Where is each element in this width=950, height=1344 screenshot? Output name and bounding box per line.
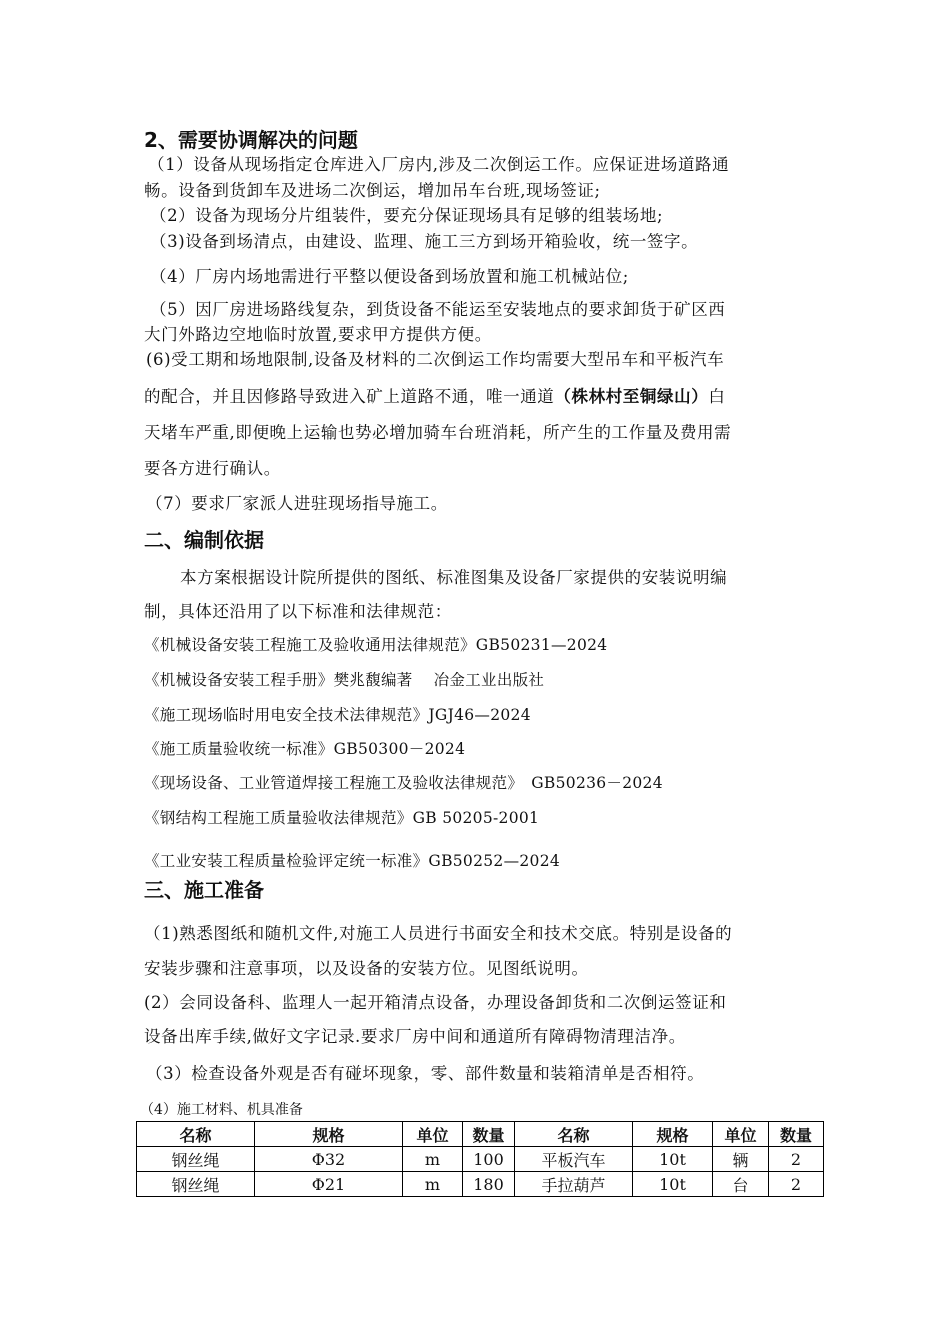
- table-cell: 台: [713, 1172, 769, 1197]
- reference-item: 《施工现场临时用电安全技术法律规范》JGJ46—2024: [144, 706, 531, 724]
- table-row: [137, 1147, 824, 1172]
- emphasis-route: （株林村至铜绿山）: [554, 387, 709, 406]
- table-cell: 手拉葫芦: [515, 1172, 633, 1197]
- table-cell: 180: [463, 1172, 515, 1197]
- table-row: [137, 1172, 824, 1197]
- table-cell: 平板汽车: [515, 1147, 633, 1172]
- reference-item: 《工业安装工程质量检验评定统一标准》GB50252—2024: [144, 852, 561, 870]
- reference-item: 《施工质量验收统一标准》GB50300－2024: [144, 740, 466, 758]
- header-cell: 数量: [463, 1122, 515, 1147]
- prep-title: 三、施工准备: [144, 878, 264, 902]
- paragraph-line: [144, 383, 725, 407]
- table-cell: 钢丝绳: [137, 1147, 255, 1172]
- header-cell: 单位: [403, 1122, 463, 1147]
- paragraph-line: （1）设备从现场指定仓库进入厂房内,涉及二次倒运工作。应保证进场道路通: [148, 155, 730, 174]
- table-cell: 2: [769, 1172, 824, 1197]
- paragraph-line: （3)设备到场清点，由建设、监理、施工三方到场开箱验收，统一签字。: [150, 232, 699, 251]
- paragraph-line: （1)熟悉图纸和随机文件,对施工人员进行书面安全和技术交底。特别是设备的: [144, 924, 733, 943]
- table-cell: 10t: [633, 1147, 713, 1172]
- paragraph-line: （3）检查设备外观是否有碰坏现象，零、部件数量和装箱清单是否相符。: [146, 1064, 705, 1083]
- table-cell: m: [403, 1172, 463, 1197]
- header-cell: 数量: [769, 1122, 824, 1147]
- header-cell: 单位: [713, 1122, 769, 1147]
- table-cell: Φ21: [255, 1172, 403, 1197]
- table-cell: 2: [769, 1147, 824, 1172]
- header-cell: 规格: [255, 1122, 403, 1147]
- reference-item: 《机械设备安装工程施工及验收通用法律规范》GB50231—2024: [144, 636, 608, 654]
- paragraph-line: （2）设备为现场分片组装件，要充分保证现场具有足够的组装场地;: [150, 206, 664, 225]
- reference-item: 《钢结构工程施工质量验收法律规范》GB 50205-2001: [144, 809, 540, 827]
- paragraph-line: 畅。设备到货卸车及进场二次倒运，增加吊车台班,现场签证;: [144, 181, 601, 200]
- paragraph-line: 天堵车严重,即便晚上运输也势必增加骑车台班消耗，所产生的工作量及费用需: [144, 423, 732, 442]
- paragraph-line: 安装步骤和注意事项，以及设备的安装方位。见图纸说明。: [144, 959, 589, 978]
- paragraph-line: 大门外路边空地临时放置,要求甲方提供方便。: [144, 325, 492, 344]
- table-cell: 100: [463, 1147, 515, 1172]
- paragraph-line: 制，具体还沿用了以下标准和法律规范：: [144, 602, 452, 621]
- paragraph-line: （4）厂房内场地需进行平整以便设备到场放置和施工机械站位;: [150, 267, 629, 286]
- reference-item: 《机械设备安装工程手册》樊兆馥编著 冶金工业出版社: [144, 671, 545, 689]
- paragraph-line: (6)受工期和场地限制,设备及材料的二次倒运工作均需要大型吊车和平板汽车: [146, 350, 725, 369]
- reference-item: 《现场设备、工业管道焊接工程施工及验收法律规范》 GB50236－2024: [144, 774, 663, 792]
- header-cell: 名称: [515, 1122, 633, 1147]
- table-caption: （4）施工材料、机具准备: [140, 1102, 303, 1118]
- paragraph-text: 的配合，并且因修路导致进入矿上道路不通，唯一通道: [144, 387, 555, 406]
- table-cell: 钢丝绳: [137, 1172, 255, 1197]
- paragraph-line: （5）因厂房进场路线复杂，到货设备不能运至安装地点的要求卸货于矿区西: [150, 300, 726, 319]
- paragraph-line: (2）会同设备科、监理人一起开箱清点设备，办理设备卸货和二次倒运签证和: [144, 993, 727, 1012]
- table-cell: m: [403, 1147, 463, 1172]
- table-header-row: [137, 1122, 824, 1147]
- paragraph-text: 白: [708, 387, 726, 406]
- paragraph-line: （7）要求厂家派人进驻现场指导施工。: [146, 494, 448, 513]
- paragraph-line: 要各方进行确认。: [144, 459, 281, 478]
- table-cell: Φ32: [255, 1147, 403, 1172]
- header-cell: 名称: [137, 1122, 255, 1147]
- table-cell: 辆: [713, 1147, 769, 1172]
- basis-title: 二、编制依据: [144, 528, 264, 552]
- materials-table: [136, 1121, 824, 1197]
- paragraph-line: 本方案根据设计院所提供的图纸、标准图集及设备厂家提供的安装说明编: [180, 568, 728, 587]
- paragraph-line: 设备出库手续,做好文字记录.要求厂房中间和通道所有障碍物清理洁净。: [144, 1027, 686, 1046]
- header-cell: 规格: [633, 1122, 713, 1147]
- table-cell: 10t: [633, 1172, 713, 1197]
- section-2-title: 2、需要协调解决的问题: [144, 128, 358, 152]
